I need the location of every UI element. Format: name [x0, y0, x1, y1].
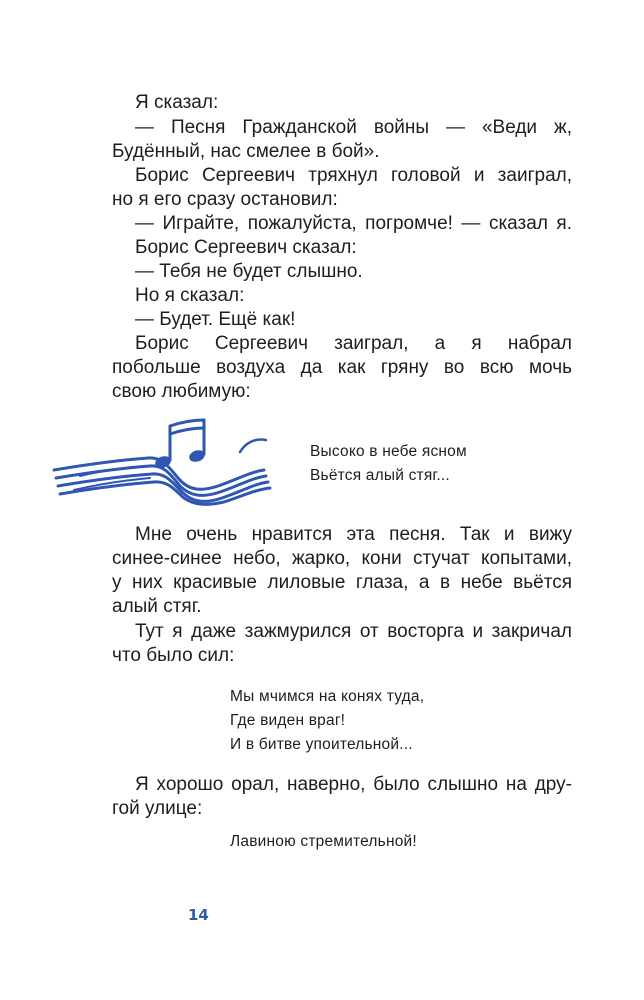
- paragraph-line: Тут я даже зажмурился от восторга и закричал: [135, 621, 572, 642]
- verse-line: Высоко в небе ясном: [310, 443, 467, 460]
- paragraph-line: Борис Сергеевич сказал:: [135, 237, 357, 258]
- verse-line: И в битве упоительной...: [230, 736, 413, 753]
- verse-line: Лавиною стремительной!: [230, 833, 417, 850]
- music-notes-staff-icon: [50, 412, 290, 507]
- paragraph-line: Я хорошо орал, наверно, было слышно на дру-: [135, 774, 572, 795]
- paragraph-line: но я его сразу остановил:: [112, 189, 338, 210]
- paragraph-line: побольше воздуха да как гряну во всю мочь: [112, 357, 572, 378]
- paragraph-line: Мне очень нравится эта песня. Так и вижу: [135, 524, 572, 545]
- paragraph-line: синее-синее небо, жарко, кони стучат копытами,: [112, 548, 572, 569]
- verse-line: Где виден враг!: [230, 712, 346, 729]
- paragraph-line: Борис Сергеевич тряхнул головой и заиграл,: [135, 165, 572, 186]
- paragraph-line: гой улице:: [112, 798, 203, 819]
- verse-line: Вьётся алый стяг...: [310, 467, 450, 484]
- paragraph-line: что было сил:: [112, 645, 235, 666]
- paragraph-line: алый стяг.: [112, 596, 202, 617]
- paragraph-line: свою любимую:: [112, 381, 251, 402]
- paragraph-line: Борис Сергеевич заиграл, а я набрал: [135, 333, 572, 354]
- paragraph-line: Будённый, нас смелее в бой».: [112, 141, 380, 162]
- paragraph-line: — Играйте, пожалуйста, погромче! — сказал я.: [135, 213, 572, 234]
- paragraph-line: — Песня Гражданской войны — «Веди ж,: [135, 117, 572, 138]
- paragraph-line: у них красивые лиловые глаза, а в небе вьётся: [112, 572, 572, 593]
- paragraph-line: Но я сказал:: [135, 285, 245, 306]
- paragraph-line: Я сказал:: [135, 92, 219, 113]
- paragraph-line: — Тебя не будет слышно.: [135, 261, 363, 282]
- verse-line: Мы мчимся на конях туда,: [230, 688, 425, 705]
- paragraph-line: — Будет. Ещё как!: [135, 309, 296, 330]
- page-number: 14: [188, 906, 209, 924]
